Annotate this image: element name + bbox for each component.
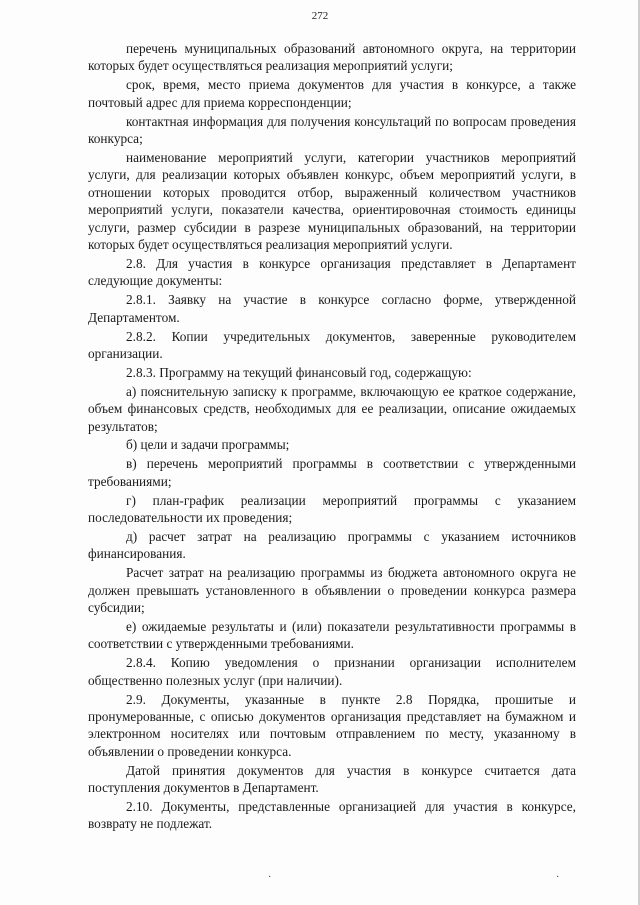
paragraph-item-e: е) ожидаемые результаты и (или) показатели результативности программы в соответствии с утвержденными требованиями.: [88, 619, 576, 652]
document-body: [88, 40, 576, 833]
paragraph-section-2-8-4: 2.8.4. Копию уведомления о признании организации исполнителем общественно полезных услуг (при наличии).: [88, 655, 576, 688]
paragraph: наименование мероприятий услуги, категории участников мероприятий услуги, для реализации которых объявлен конкурс, объем мероприятий услуги, в отношении которых проводится отбор, выраженный количеством участников мероприятий услуги, показатели качества, ориентировочная стоимость единицы услуги, размер субсидии в разрезе муниципальных образований, на территории которых будет осуществляться реализация мероприятий услуги.: [88, 149, 576, 252]
paragraph-section-2-8: 2.8. Для участия в конкурсе организация представляет в Департамент следующие документы:: [88, 255, 576, 289]
paragraph-section-2-9: 2.9. Документы, указанные в пункте 2.8 Порядка, прошитые и пронумерованные, с описью документов организация представляет на бумажном и электронном носителях или почтовым отправлением по месту, указанному в объявлении о проведении конкурса.: [88, 691, 576, 759]
paragraph: Датой принятия документов для участия в конкурсе считается дата поступления документов в Департамент.: [88, 762, 576, 796]
paragraph-section-2-10: 2.10. Документы, представленные организацией для участия в конкурсе, возврату не подлежат.: [88, 799, 576, 832]
paragraph: срок, время, место приема документов для участия в конкурсе, а также почтовый адрес для приема корреспонденции;: [88, 77, 576, 110]
paragraph-item-g: г) план-график реализации мероприятий программы с указанием последовательности их проведения;: [88, 492, 576, 526]
paragraph-section-2-8-3: 2.8.3. Программу на текущий финансовый год, содержащую:: [126, 364, 472, 380]
scan-speck: ·: [556, 872, 560, 883]
paragraph: контактная информация для получения консультаций по вопросам проведения конкурса;: [88, 113, 576, 147]
paragraph-item-a: а) пояснительную записку к программе, включающую ее краткое содержание, объем финансовых средств, необходимых для ее реализации, описание ожидаемых результатов;: [88, 383, 576, 434]
paragraph: Расчет затрат на реализацию программы из бюджета автономного округа не должен превышать установленного в объявлении о проведении конкурса размера субсидии;: [88, 565, 576, 616]
page-number: 272: [311, 10, 329, 22]
paragraph-item-d: д) расчет затрат на реализацию программы с указанием источников финансирования.: [88, 528, 576, 562]
paragraph-section-2-8-1: 2.8.1. Заявку на участие в конкурсе согласно форме, утвержденной Департаментом.: [88, 292, 576, 325]
paragraph: перечень муниципальных образований автономного округа, на территории которых будет осуществляться реализация мероприятий услуги;: [88, 41, 576, 74]
paragraph-section-2-8-2: 2.8.2. Копии учредительных документов, заверенные руководителем организации.: [88, 328, 576, 361]
scan-speck: ·: [268, 872, 272, 883]
paragraph-item-b: б) цели и задачи программы;: [126, 437, 290, 453]
paragraph-item-v: в) перечень мероприятий программы в соответствии с утвержденными требованиями;: [88, 456, 576, 489]
